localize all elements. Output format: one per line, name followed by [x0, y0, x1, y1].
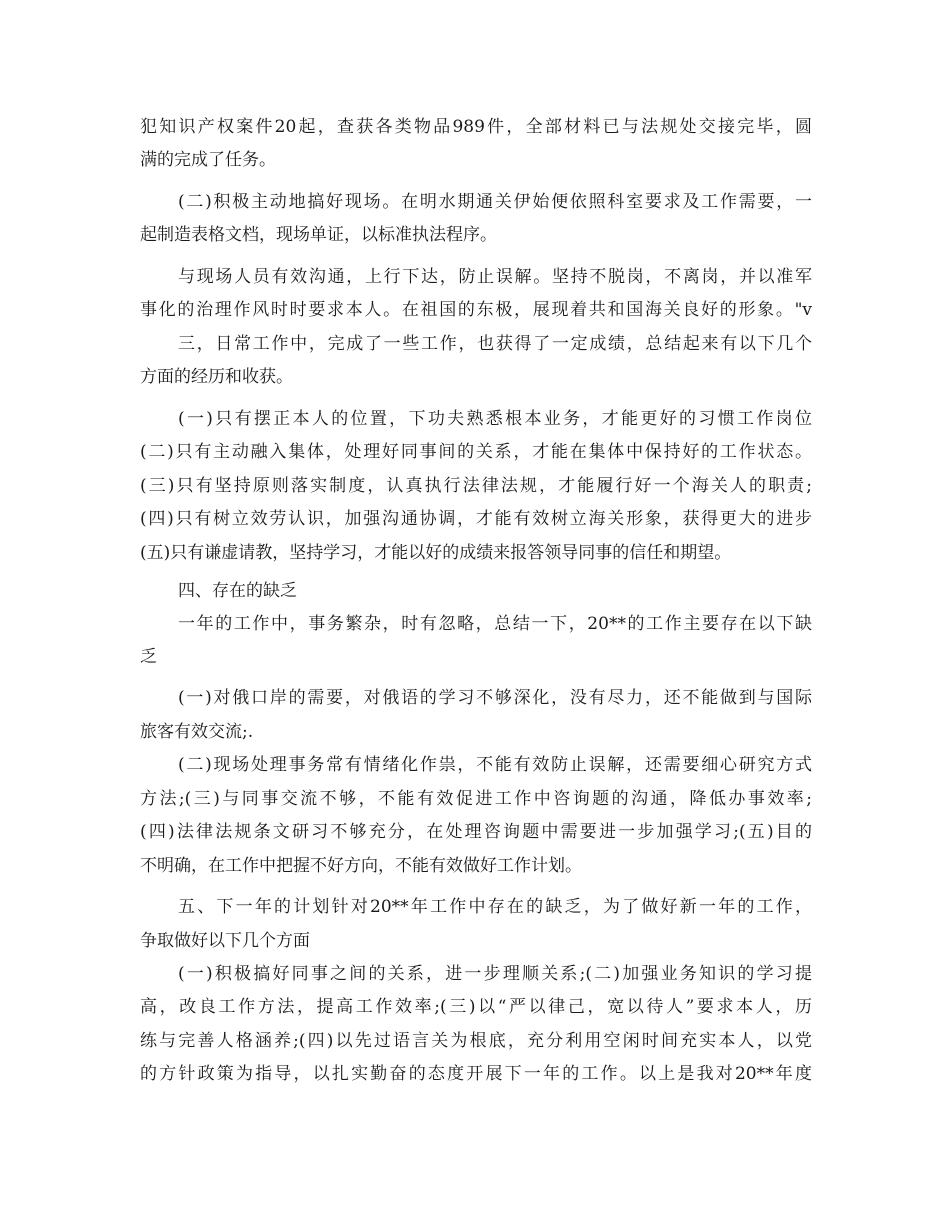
text-line: 的方针政策为指导，以扎实勤奋的态度开展下一年的工作。以上是我对20**年度	[140, 1064, 812, 1084]
text-line: 高，改良工作方法，提高工作效率;(三)以“严以律己，宽以待人”要求本人，历	[140, 997, 812, 1017]
text-line: (二)现场处理事务常有情绪化作祟，不能有效防止误解，还需要细心研究方式	[178, 755, 812, 775]
text-line: 与现场人员有效沟通，上行下达，防止误解。坚持不脱岗，不离岗，并以准军	[178, 267, 812, 287]
text-line: 不明确，在工作中把握不好方向，不能有效做好工作计划。	[140, 856, 582, 876]
text-line: 旅客有效交流;.	[140, 722, 254, 742]
text-line: 起制造表格文档，现场单证，以标准执法程序。	[140, 225, 497, 245]
text-line: (三)只有坚持原则落实制度，认真执行法律法规，才能履行好一个海关人的职责;	[140, 476, 812, 496]
text-line: 一年的工作中，事务繁杂，时有忽略，总结一下，20**的工作主要存在以下缺	[178, 614, 812, 634]
text-line: (一)只有摆正本人的位置，下功夫熟悉根本业务，才能更好的习惯工作岗位	[178, 409, 812, 429]
text-line: 满的完成了任务。	[140, 150, 276, 170]
text-line: 事化的治理作风时时要求本人。在祖国的东极，展现着共和国海关良好的形象。"v	[140, 300, 812, 320]
text-line: 乏	[140, 647, 157, 667]
text-line: (一)积极搞好同事之间的关系，进一步理顺关系;(二)加强业务知识的学习提	[178, 964, 812, 984]
text-line: (四)法律法规条文研习不够充分，在处理咨询题中需要进一步加强学习;(五)目的	[140, 822, 812, 842]
text-line: 四、存在的缺乏	[178, 581, 297, 601]
text-line: 方面的经历和收获。	[140, 367, 293, 387]
text-line: 五、下一年的计划针对20**年工作中存在的缺乏，为了做好新一年的工作，	[178, 897, 812, 917]
text-line: (二)只有主动融入集体，处理好同事间的关系，才能在集体中保持好的工作状态。	[140, 442, 812, 462]
text-line: 方法;(三)与同事交流不够，不能有效促进工作中咨询题的沟通，降低办事效率;	[140, 789, 812, 809]
text-line: (一)对俄口岸的需要，对俄语的学习不够深化，没有尽力，还不能做到与国际	[178, 688, 812, 708]
text-line: 犯知识产权案件20起，查获各类物品989件，全部材料已与法规处交接完毕，圆	[140, 117, 812, 137]
text-line: (二)积极主动地搞好现场。在明水期通关伊始便依照科室要求及工作需要，一	[178, 192, 812, 212]
text-line: (五)只有谦虚请教，坚持学习，才能以好的成绩来报答领导同事的信任和期望。	[140, 543, 732, 563]
text-line: (四)只有树立效劳认识，加强沟通协调，才能有效树立海关形象，获得更大的进步	[140, 509, 812, 529]
text-line: 练与完善人格涵养;(四)以先过语言关为根底，充分利用空闲时间充实本人，以党	[140, 1031, 812, 1051]
text-line: 三，日常工作中，完成了一些工作，也获得了一定成绩，总结起来有以下几个	[178, 334, 812, 354]
text-line: 争取做好以下几个方面	[140, 931, 310, 951]
